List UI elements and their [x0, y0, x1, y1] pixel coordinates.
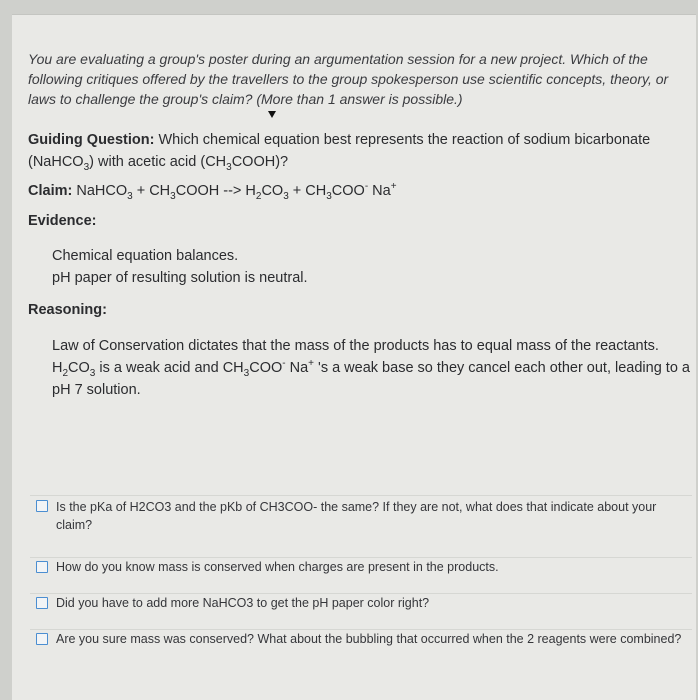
evidence-heading: Evidence:: [28, 213, 97, 229]
answer-option-2[interactable]: [30, 557, 692, 593]
claim: Claim: NaHCO$_3$ + $CH_3COOH$ --> $H_2CO_3 + CH_3COO^-$ Na+: [28, 181, 397, 202]
claim-label: Claim:: [28, 183, 73, 199]
evidence-item: pH paper of resulting solution is neutral.: [52, 270, 308, 286]
reasoning-heading: Reasoning:: [28, 302, 107, 318]
evidence-item: Chemical equation balances.: [52, 248, 239, 264]
checkbox[interactable]: [36, 633, 48, 645]
reasoning-line: Law of Conservation dictates that the mass of the products has to equal mass of the reactants.: [52, 338, 659, 354]
mouse-cursor-icon: [268, 111, 276, 118]
answer-option-3[interactable]: [30, 593, 692, 629]
checkbox[interactable]: [36, 597, 48, 609]
guiding-question-label: Guiding Question:: [28, 132, 155, 148]
answer-option-label: How do you know mass is conserved when charges are present in the products.: [56, 560, 499, 574]
checkbox[interactable]: [36, 561, 48, 573]
reasoning-text: [52, 335, 692, 401]
answer-option-label: Did you have to add more NaHCO3 to get the pH paper color right?: [56, 596, 430, 610]
checkbox[interactable]: [36, 500, 48, 512]
question-page: [12, 14, 696, 700]
guiding-question: Guiding Question: Which chemical equation best represents the reaction of sodium bicarbonate (NaHCO$_3$) with acetic acid $(CH_3COOH)$?: [28, 132, 651, 173]
answer-option-1[interactable]: [30, 495, 692, 547]
evidence-list: [52, 245, 308, 289]
answer-option-label: Are you sure mass was conserved? What about the bubbling that occurred when the 2 reagents were combined?: [56, 632, 682, 646]
question-prompt: You are evaluating a group's poster during an argumentation session for a new project. Which of the following critiques offered by the travellers to the group spokesperson use scientific concepts, theory, or laws to challenge the group's claim? (More than 1 answer is possible.): [28, 51, 669, 107]
answer-option-4[interactable]: [30, 629, 692, 689]
answer-option-label: Is the pKa of H2CO3 and the pKb of CH3COO- the same? If they are not, what does that indicate about your claim?: [56, 500, 657, 532]
reasoning-line: $H_2CO_3$ is a weak acid and $CH_3COO^-$ Na+ 's a weak base so they cancel each other out, leading to a pH 7 solution.: [52, 358, 690, 398]
answer-options: [30, 495, 692, 689]
